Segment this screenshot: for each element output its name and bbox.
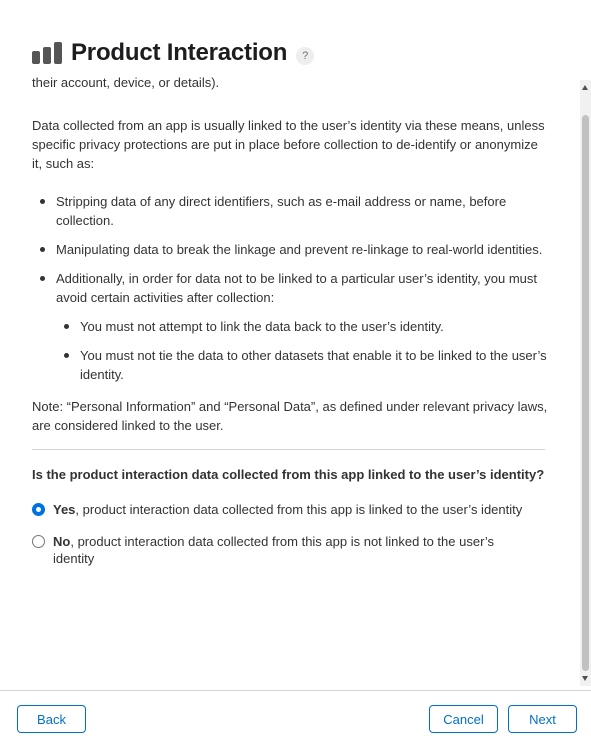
list-item-text: Additionally, in order for data not to be linked to a particular user’s identity, you must avoid certain activities after collection: xyxy=(56,271,538,305)
vertical-scrollbar[interactable] xyxy=(580,80,591,686)
note-paragraph: Note: “Personal Information” and “Personal Data”, as defined under relevant privacy laws, are considered linked to the user. xyxy=(32,399,548,433)
option-no-rest: , product interaction data collected from this app is not linked to the user’s identity xyxy=(53,534,495,566)
scroll-thumb[interactable] xyxy=(582,115,589,671)
bar-chart-icon xyxy=(32,42,62,64)
question-mark-icon[interactable]: ? xyxy=(296,47,314,65)
content xyxy=(32,72,550,567)
option-yes-bold: Yes xyxy=(53,502,76,517)
divider xyxy=(32,449,545,450)
sub-list-item-text: You must not attempt to link the data back to the user’s identity. xyxy=(80,319,444,334)
next-button[interactable]: Next xyxy=(508,705,577,733)
protection-list xyxy=(32,192,550,384)
list-item-text: Manipulating data to break the linkage and prevent re-linkage to real-world identities. xyxy=(56,242,543,257)
page-title: Product Interaction xyxy=(71,39,288,66)
back-button[interactable]: Back xyxy=(17,705,86,733)
list-item-text: Stripping data of any direct identifiers, such as e-mail address or name, before collection. xyxy=(56,194,507,228)
option-yes[interactable] xyxy=(32,501,550,518)
linked-question: Is the product interaction data collected from this app linked to the user’s identity? xyxy=(32,467,545,482)
dialog-footer xyxy=(0,690,591,743)
scroll-up-arrow-icon[interactable] xyxy=(582,85,588,90)
list-item xyxy=(32,240,550,259)
scroll-area xyxy=(0,72,591,690)
option-no-label xyxy=(53,533,523,567)
radio-no[interactable] xyxy=(32,535,45,548)
list-item xyxy=(32,192,550,230)
identity-paragraph: Data collected from an app is usually linked to the user’s identity via these means, unless specific privacy protections are put in place before collection to de-identify or anonymize it, such as: xyxy=(32,118,545,171)
sub-list-item-text: You must not tie the data to other datasets that enable it to be linked to the user’s identity. xyxy=(80,348,547,382)
scroll-down-arrow-icon[interactable] xyxy=(582,676,588,681)
cancel-button[interactable]: Cancel xyxy=(429,705,498,733)
sub-list-item xyxy=(56,317,550,336)
radio-yes[interactable] xyxy=(32,503,45,516)
option-no[interactable] xyxy=(32,533,550,567)
sub-list xyxy=(56,317,550,384)
sub-list-item xyxy=(56,346,550,384)
option-yes-label xyxy=(53,501,523,518)
dialog-header xyxy=(32,36,314,70)
option-no-bold: No xyxy=(53,534,71,549)
list-item xyxy=(32,269,550,384)
option-yes-rest: , product interaction data collected from this app is linked to the user’s identity xyxy=(75,502,523,517)
clipped-text-line: their account, device, or details). xyxy=(32,75,220,90)
